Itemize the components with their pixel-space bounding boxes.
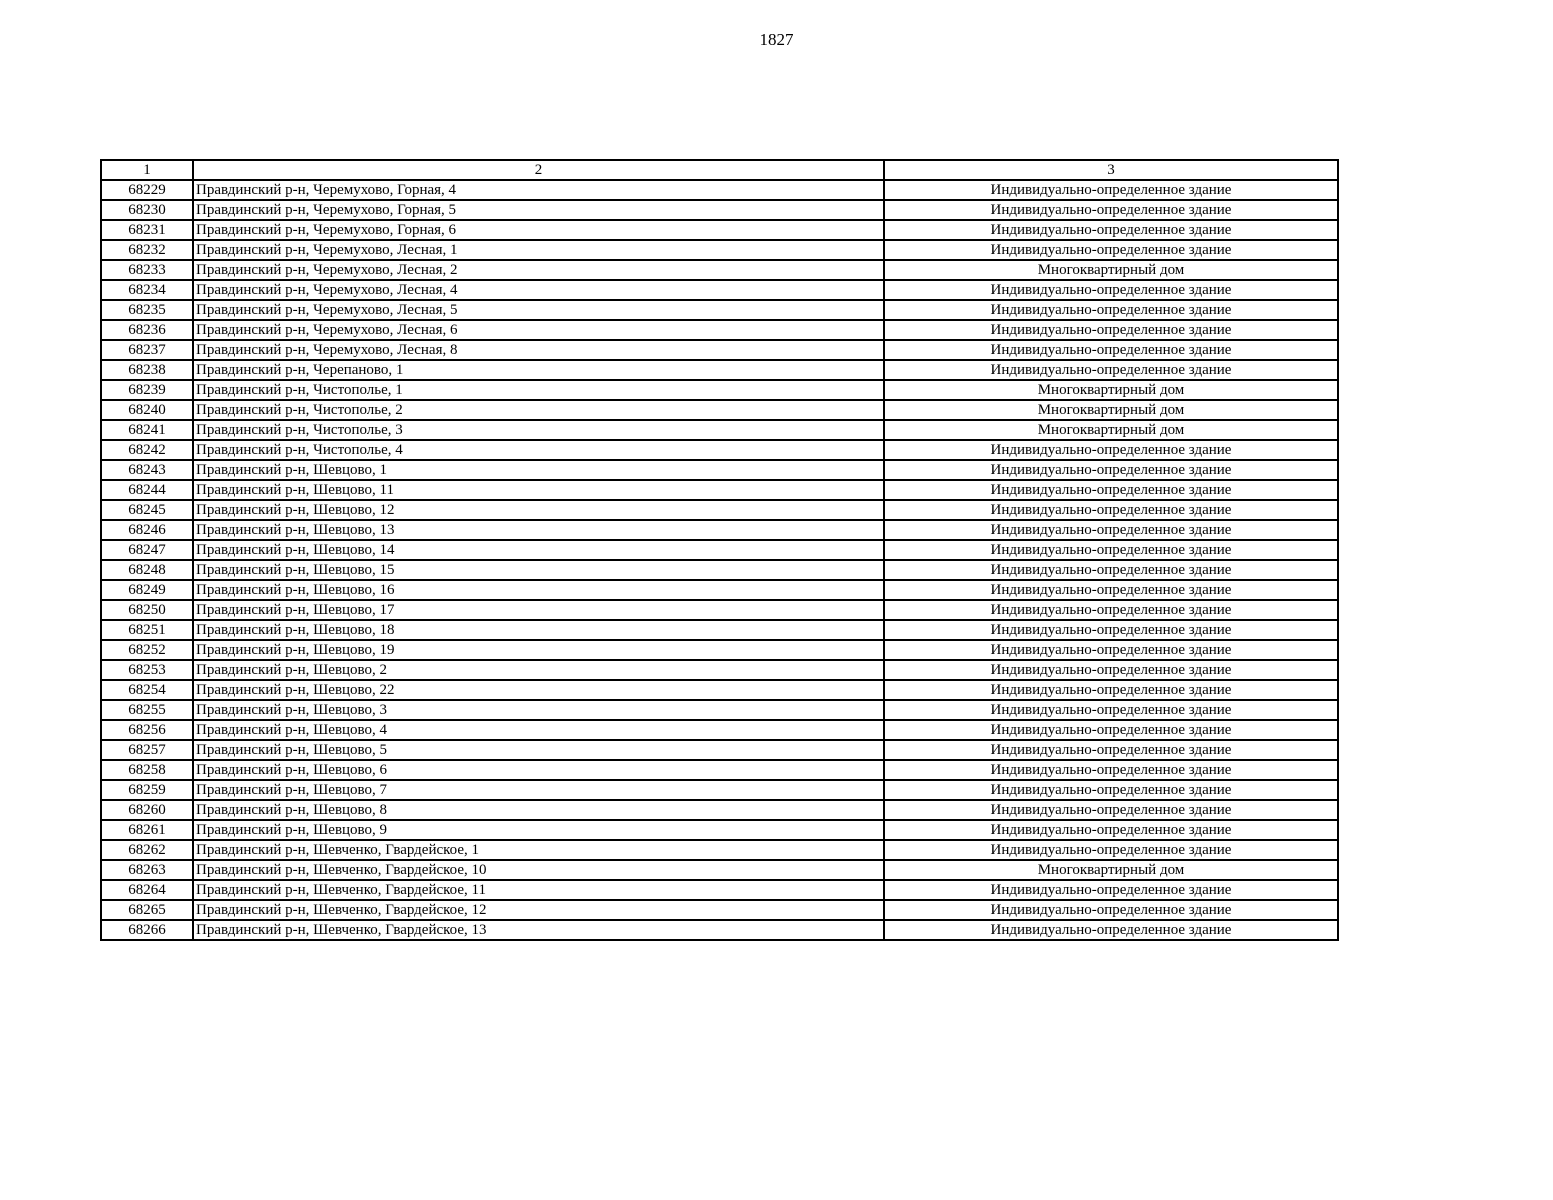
building-type-cell: Индивидуально-определенное здание <box>884 200 1338 220</box>
table-row <box>101 740 1338 760</box>
address-cell: Правдинский р-н, Шевченко, Гвардейское, 13 <box>193 920 884 940</box>
table-row <box>101 860 1338 880</box>
row-number-cell: 68230 <box>101 200 193 220</box>
building-type-cell: Индивидуально-определенное здание <box>884 840 1338 860</box>
row-number-cell: 68244 <box>101 480 193 500</box>
building-type-cell: Индивидуально-определенное здание <box>884 920 1338 940</box>
table-row <box>101 280 1338 300</box>
building-type-cell: Индивидуально-определенное здание <box>884 320 1338 340</box>
table-row <box>101 180 1338 200</box>
table-row <box>101 780 1338 800</box>
address-cell: Правдинский р-н, Шевцово, 1 <box>193 460 884 480</box>
table-body <box>101 180 1338 940</box>
row-number-cell: 68250 <box>101 600 193 620</box>
building-type-cell: Индивидуально-определенное здание <box>884 500 1338 520</box>
address-cell: Правдинский р-н, Шевцово, 16 <box>193 580 884 600</box>
table-row <box>101 680 1338 700</box>
building-type-cell: Индивидуально-определенное здание <box>884 700 1338 720</box>
row-number-cell: 68251 <box>101 620 193 640</box>
row-number-cell: 68263 <box>101 860 193 880</box>
address-cell: Правдинский р-н, Шевцово, 7 <box>193 780 884 800</box>
row-number-cell: 68248 <box>101 560 193 580</box>
table-row <box>101 340 1338 360</box>
row-number-cell: 68259 <box>101 780 193 800</box>
address-cell: Правдинский р-н, Шевцово, 3 <box>193 700 884 720</box>
table-row <box>101 580 1338 600</box>
building-type-cell: Индивидуально-определенное здание <box>884 900 1338 920</box>
building-type-cell: Индивидуально-определенное здание <box>884 880 1338 900</box>
row-number-cell: 68237 <box>101 340 193 360</box>
row-number-cell: 68266 <box>101 920 193 940</box>
building-type-cell: Индивидуально-определенное здание <box>884 680 1338 700</box>
page-number: 1827 <box>759 30 794 49</box>
address-cell: Правдинский р-н, Шевченко, Гвардейское, 12 <box>193 900 884 920</box>
building-type-cell: Индивидуально-определенное здание <box>884 820 1338 840</box>
address-cell: Правдинский р-н, Черепаново, 1 <box>193 360 884 380</box>
row-number-cell: 68249 <box>101 580 193 600</box>
table-row <box>101 760 1338 780</box>
address-cell: Правдинский р-н, Шевцово, 4 <box>193 720 884 740</box>
address-cell: Правдинский р-н, Шевченко, Гвардейское, 10 <box>193 860 884 880</box>
row-number-cell: 68255 <box>101 700 193 720</box>
table-row <box>101 640 1338 660</box>
row-number-cell: 68231 <box>101 220 193 240</box>
address-cell: Правдинский р-н, Чистополье, 1 <box>193 380 884 400</box>
building-type-cell: Индивидуально-определенное здание <box>884 460 1338 480</box>
row-number-cell: 68233 <box>101 260 193 280</box>
building-type-cell: Многоквартирный дом <box>884 400 1338 420</box>
building-type-cell: Индивидуально-определенное здание <box>884 340 1338 360</box>
building-type-cell: Индивидуально-определенное здание <box>884 480 1338 500</box>
table-row <box>101 720 1338 740</box>
table-row <box>101 900 1338 920</box>
row-number-cell: 68232 <box>101 240 193 260</box>
row-number-cell: 68260 <box>101 800 193 820</box>
row-number-cell: 68247 <box>101 540 193 560</box>
row-number-cell: 68234 <box>101 280 193 300</box>
row-number-cell: 68246 <box>101 520 193 540</box>
table-row <box>101 880 1338 900</box>
row-number-cell: 68256 <box>101 720 193 740</box>
building-type-cell: Индивидуально-определенное здание <box>884 640 1338 660</box>
table-row <box>101 240 1338 260</box>
address-cell: Правдинский р-н, Чистополье, 2 <box>193 400 884 420</box>
row-number-cell: 68265 <box>101 900 193 920</box>
row-number-cell: 68245 <box>101 500 193 520</box>
column-header-1: 1 <box>101 160 193 180</box>
table-row <box>101 360 1338 380</box>
address-cell: Правдинский р-н, Черемухово, Горная, 5 <box>193 200 884 220</box>
row-number-cell: 68243 <box>101 460 193 480</box>
address-cell: Правдинский р-н, Черемухово, Горная, 4 <box>193 180 884 200</box>
row-number-cell: 68253 <box>101 660 193 680</box>
row-number-cell: 68258 <box>101 760 193 780</box>
address-cell: Правдинский р-н, Черемухово, Лесная, 2 <box>193 260 884 280</box>
building-type-cell: Индивидуально-определенное здание <box>884 520 1338 540</box>
address-cell: Правдинский р-н, Шевцово, 2 <box>193 660 884 680</box>
address-cell: Правдинский р-н, Шевцово, 12 <box>193 500 884 520</box>
registry-table <box>100 159 1339 941</box>
address-cell: Правдинский р-н, Черемухово, Лесная, 5 <box>193 300 884 320</box>
address-cell: Правдинский р-н, Черемухово, Лесная, 8 <box>193 340 884 360</box>
building-type-cell: Индивидуально-определенное здание <box>884 300 1338 320</box>
row-number-cell: 68264 <box>101 880 193 900</box>
address-cell: Правдинский р-н, Шевцово, 18 <box>193 620 884 640</box>
address-cell: Правдинский р-н, Шевцово, 17 <box>193 600 884 620</box>
table-row <box>101 620 1338 640</box>
building-type-cell: Индивидуально-определенное здание <box>884 800 1338 820</box>
table-row <box>101 420 1338 440</box>
address-cell: Правдинский р-н, Шевцово, 6 <box>193 760 884 780</box>
building-type-cell: Индивидуально-определенное здание <box>884 560 1338 580</box>
row-number-cell: 68241 <box>101 420 193 440</box>
building-type-cell: Индивидуально-определенное здание <box>884 440 1338 460</box>
address-cell: Правдинский р-н, Черемухово, Горная, 6 <box>193 220 884 240</box>
header-row <box>101 160 1338 180</box>
table-row <box>101 400 1338 420</box>
building-type-cell: Многоквартирный дом <box>884 380 1338 400</box>
building-type-cell: Индивидуально-определенное здание <box>884 780 1338 800</box>
address-cell: Правдинский р-н, Шевцово, 5 <box>193 740 884 760</box>
column-header-2: 2 <box>193 160 884 180</box>
table-row <box>101 200 1338 220</box>
row-number-cell: 68252 <box>101 640 193 660</box>
building-type-cell: Индивидуально-определенное здание <box>884 760 1338 780</box>
address-cell: Правдинский р-н, Чистополье, 3 <box>193 420 884 440</box>
table-row <box>101 700 1338 720</box>
building-type-cell: Многоквартирный дом <box>884 420 1338 440</box>
building-type-cell: Индивидуально-определенное здание <box>884 620 1338 640</box>
address-cell: Правдинский р-н, Чистополье, 4 <box>193 440 884 460</box>
table-row <box>101 840 1338 860</box>
table-row <box>101 660 1338 680</box>
address-cell: Правдинский р-н, Шевцово, 13 <box>193 520 884 540</box>
table-row <box>101 460 1338 480</box>
table-row <box>101 480 1338 500</box>
row-number-cell: 68254 <box>101 680 193 700</box>
row-number-cell: 68257 <box>101 740 193 760</box>
table-row <box>101 520 1338 540</box>
table-row <box>101 600 1338 620</box>
address-cell: Правдинский р-н, Черемухово, Лесная, 6 <box>193 320 884 340</box>
address-cell: Правдинский р-н, Шевцово, 15 <box>193 560 884 580</box>
table-row <box>101 220 1338 240</box>
building-type-cell: Индивидуально-определенное здание <box>884 600 1338 620</box>
table-row <box>101 300 1338 320</box>
column-header-3: 3 <box>884 160 1338 180</box>
building-type-cell: Индивидуально-определенное здание <box>884 540 1338 560</box>
building-type-cell: Индивидуально-определенное здание <box>884 580 1338 600</box>
row-number-cell: 68235 <box>101 300 193 320</box>
address-cell: Правдинский р-н, Шевченко, Гвардейское, 1 <box>193 840 884 860</box>
building-type-cell: Многоквартирный дом <box>884 260 1338 280</box>
address-cell: Правдинский р-н, Шевцово, 8 <box>193 800 884 820</box>
address-cell: Правдинский р-н, Шевцово, 14 <box>193 540 884 560</box>
table-row <box>101 380 1338 400</box>
row-number-cell: 68239 <box>101 380 193 400</box>
address-cell: Правдинский р-н, Шевченко, Гвардейское, 11 <box>193 880 884 900</box>
table-row <box>101 560 1338 580</box>
address-cell: Правдинский р-н, Шевцово, 22 <box>193 680 884 700</box>
address-cell: Правдинский р-н, Шевцово, 19 <box>193 640 884 660</box>
building-type-cell: Индивидуально-определенное здание <box>884 360 1338 380</box>
building-type-cell: Индивидуально-определенное здание <box>884 240 1338 260</box>
building-type-cell: Индивидуально-определенное здание <box>884 660 1338 680</box>
table-row <box>101 820 1338 840</box>
address-cell: Правдинский р-н, Шевцово, 11 <box>193 480 884 500</box>
building-type-cell: Индивидуально-определенное здание <box>884 180 1338 200</box>
address-cell: Правдинский р-н, Черемухово, Лесная, 1 <box>193 240 884 260</box>
table-row <box>101 500 1338 520</box>
row-number-cell: 68261 <box>101 820 193 840</box>
table-header <box>101 160 1338 180</box>
row-number-cell: 68236 <box>101 320 193 340</box>
table-row <box>101 440 1338 460</box>
table-row <box>101 800 1338 820</box>
row-number-cell: 68240 <box>101 400 193 420</box>
table-row <box>101 260 1338 280</box>
building-type-cell: Индивидуально-определенное здание <box>884 720 1338 740</box>
row-number-cell: 68262 <box>101 840 193 860</box>
building-type-cell: Индивидуально-определенное здание <box>884 220 1338 240</box>
table-row <box>101 540 1338 560</box>
address-cell: Правдинский р-н, Шевцово, 9 <box>193 820 884 840</box>
address-cell: Правдинский р-н, Черемухово, Лесная, 4 <box>193 280 884 300</box>
building-type-cell: Индивидуально-определенное здание <box>884 280 1338 300</box>
row-number-cell: 68238 <box>101 360 193 380</box>
row-number-cell: 68229 <box>101 180 193 200</box>
table-row <box>101 320 1338 340</box>
row-number-cell: 68242 <box>101 440 193 460</box>
table-row <box>101 920 1338 940</box>
building-type-cell: Индивидуально-определенное здание <box>884 740 1338 760</box>
building-type-cell: Многоквартирный дом <box>884 860 1338 880</box>
